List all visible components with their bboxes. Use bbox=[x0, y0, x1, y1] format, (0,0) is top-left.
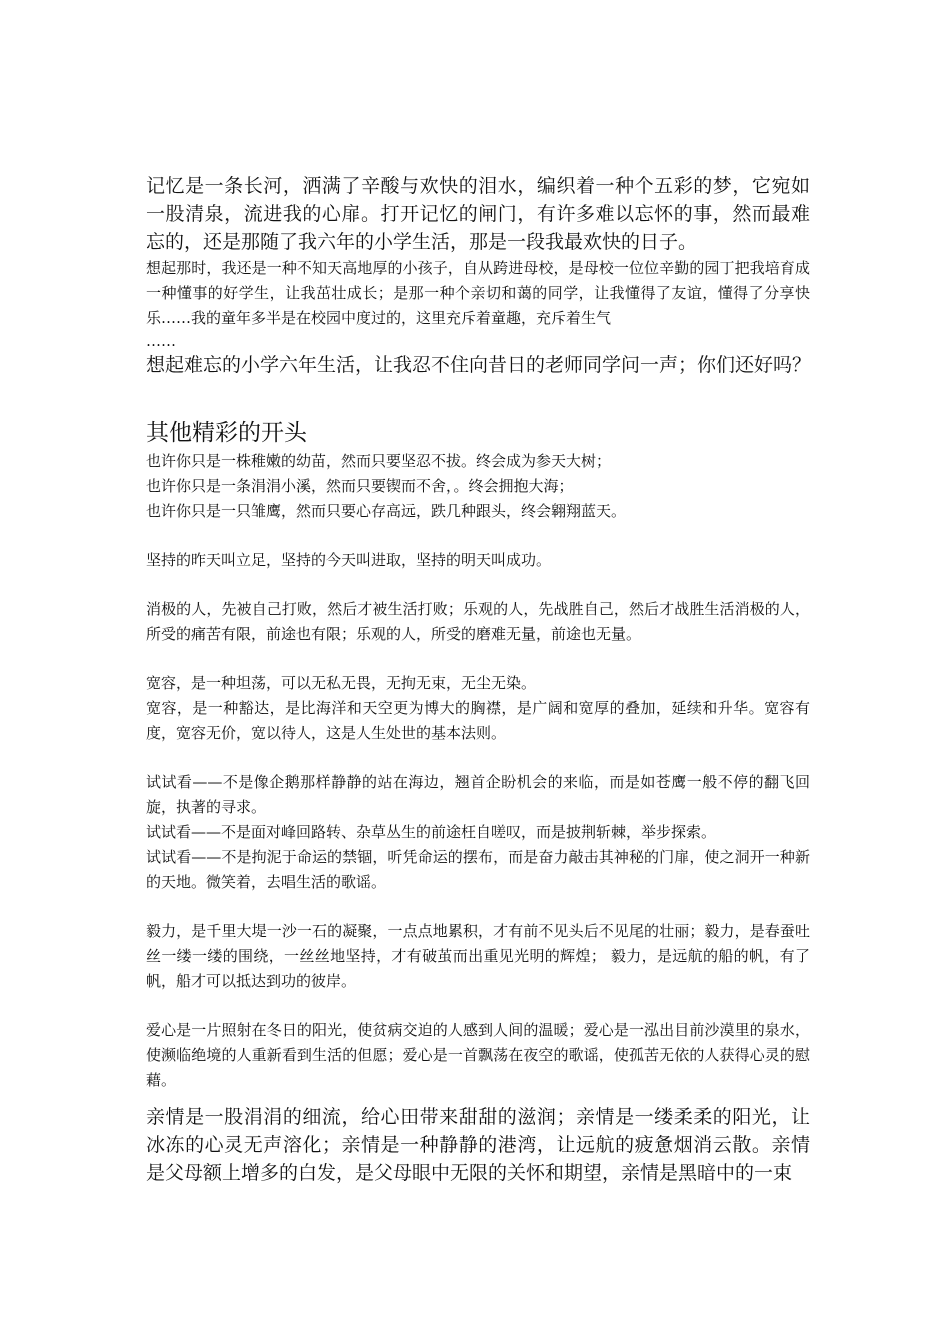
paragraph: 也许你只是一只雏鹰，然而只要心存高远，跌几种跟头，终会翱翔蓝天。 bbox=[146, 502, 627, 520]
document-page bbox=[146, 172, 810, 1187]
paragraph: 毅力，是千里大堤一沙一石的凝聚，一点点地累积，才有前不见头后不见尾的壮丽；毅力，是春蚕吐丝一缕一缕的围绕，一丝丝地坚持，才有破茧而出重见光明的辉煌； 毅力，是远航的船的帆，有了帆，船才可以抵达到功的彼岸。 bbox=[146, 922, 810, 990]
paragraph: 也许你只是一株稚嫩的幼苗，然而只要坚忍不拔。终会成为参天大树； bbox=[146, 452, 612, 470]
paragraph: 试试看——不是面对峰回路转、杂草丛生的前途枉自嗟叹，而是披荆斩棘，举步探索。 bbox=[146, 823, 717, 841]
paragraph: 试试看——不是拘泥于命运的禁锢，听凭命运的摆布，而是奋力敲击其神秘的门扉，使之洞开一种新的天地。微笑着，去唱生活的歌谣。 bbox=[146, 848, 810, 891]
paragraph: 宽容，是一种豁达，是比海洋和天空更为博大的胸襟，是广阔和宽厚的叠加，延续和升华。宽容有度，宽容无价，宽以待人，这是人生处世的基本法则。 bbox=[146, 699, 810, 742]
paragraph: 亲情是一股涓涓的细流，给心田带来甜甜的滋润；亲情是一缕柔柔的阳光，让冰冻的心灵无声溶化；亲情是一种静静的港湾，让远航的疲惫烟消云散。亲情是父母额上增多的白发，是父母眼中无限的关怀和期望，亲情是黑暗中的一束 bbox=[146, 1106, 810, 1184]
paragraph: 消极的人，先被自己打败，然后才被生活打败；乐观的人，先战胜自己，然后才战胜生活消极的人，所受的痛苦有限，前途也有限；乐观的人，所受的磨难无量，前途也无量。 bbox=[146, 600, 810, 643]
paragraph: 也许你只是一条涓涓小溪，然而只要锲而不舍，。终会拥抱大海； bbox=[146, 477, 574, 495]
paragraph: 坚持的昨天叫立足，坚持的今天叫进取，坚持的明天叫成功。 bbox=[146, 551, 552, 569]
paragraph: 宽容，是一种坦荡，可以无私无畏，无拘无束，无尘无染。 bbox=[146, 674, 537, 692]
intro-closing-line: 想起难忘的小学六年生活，让我忍不住向昔日的老师同学问一声；你们还好吗？ bbox=[146, 354, 812, 376]
paragraph: 爱心是一片照射在冬日的阳光，使贫病交迫的人感到人间的温暖；爱心是一泓出目前沙漠里的泉水，使濒临绝境的人重新看到生活的但愿；爱心是一首飘荡在夜空的歌谣，使孤苦无依的人获得心灵的慰藉。 bbox=[146, 1021, 810, 1089]
intro-paragraph-1: 记忆是一条长河，洒满了辛酸与欢快的泪水，编织着一种个五彩的梦，它宛如一股清泉，流进我的心扉。打开记忆的闸门，有许多难以忘怀的事，然而最难忘的，还是那随了我六年的小学生活，那是一段我最欢快的日子。 bbox=[146, 175, 810, 253]
section-heading: 其他精彩的开头 bbox=[146, 420, 307, 446]
intro-paragraph-2: 想起那时，我还是一种不知天高地厚的小孩子，自从跨进母校，是母校一位位辛勤的园丁把我培育成一种懂事的好学生，让我茁壮成长；是那一种个亲切和蔼的同学，让我懂得了友谊，懂得了分享快乐……我的童年多半是在校园中度过的，这里充斥着童趣，充斥着生气 bbox=[146, 259, 810, 327]
ellipsis: …… bbox=[146, 332, 176, 350]
paragraph: 试试看——不是像企鹅那样静静的站在海边，翘首企盼机会的来临，而是如苍鹰一般不停的翻飞回旋，执著的寻求。 bbox=[146, 773, 810, 816]
